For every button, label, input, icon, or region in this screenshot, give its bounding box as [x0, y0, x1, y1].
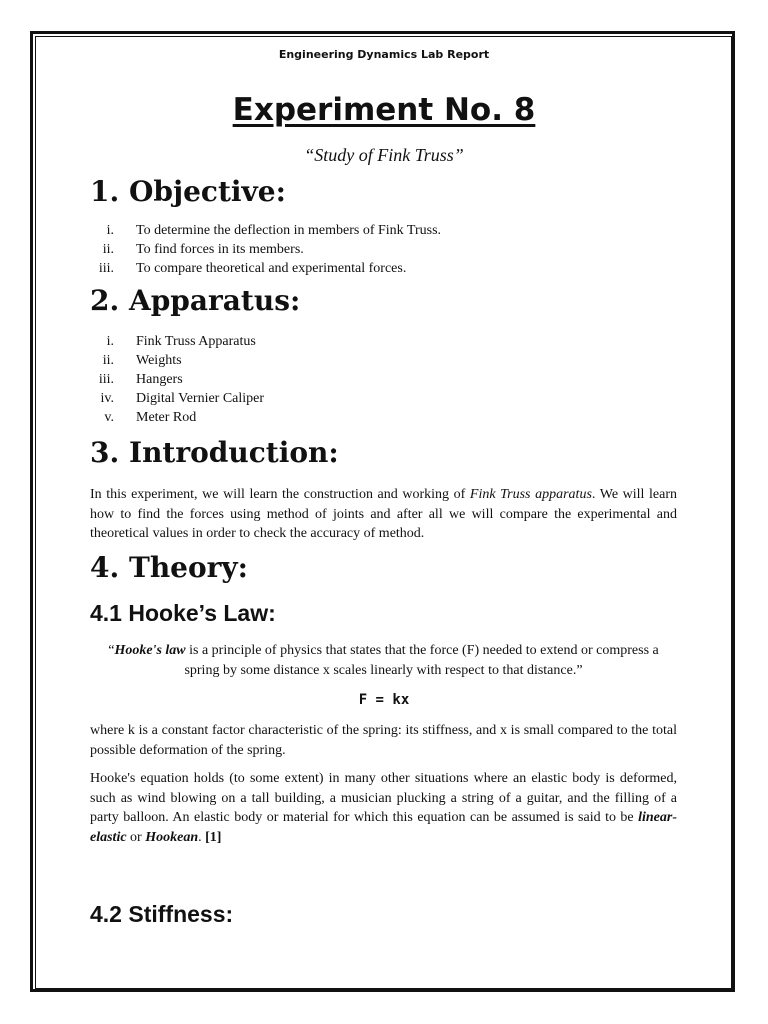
hookean-term: Hookean	[145, 829, 199, 845]
hooke-heading: 4.1 Hooke’s Law:	[90, 600, 276, 626]
list-item-number: i.	[106, 334, 114, 349]
hooke-para2-or: or	[126, 829, 146, 845]
reference-citation: [1]	[205, 829, 222, 845]
report-header: Engineering Dynamics Lab Report	[278, 48, 490, 61]
quote-open-mark: “	[108, 643, 115, 658]
hooke-paragraph-1: where k is a constant factor characteristic of the spring: its stiffness, and x is small compared to the total possible deformation of the spring.	[90, 723, 677, 758]
page-subtitle: “Study of Fink Truss”	[304, 145, 464, 165]
list-item-number: v.	[104, 410, 114, 425]
intro-text: In this experiment, we will learn the construction and working of	[90, 487, 470, 502]
page-title: Experiment No. 8	[232, 92, 536, 128]
list-item-text: Hangers	[136, 372, 183, 387]
hooke-quote-text: is a principle of physics that states that the force (F) needed to extend or compress a spring by some distance x scales linearly with respect to that distance.”	[184, 643, 659, 678]
list-item-number: iii.	[98, 372, 114, 387]
intro-text-rest: . We will learn how to find the forces using method of joints and after all we will compare the experimental and theoretical values in order to check the accuracy of method.	[90, 487, 677, 541]
list-item-text: To compare theoretical and experimental forces.	[136, 261, 407, 276]
stiffness-heading: 4.2 Stiffness:	[90, 901, 234, 927]
objective-heading: 1. Objective:	[90, 175, 286, 208]
introduction-heading: 3. Introduction:	[90, 436, 339, 469]
hooke-law-term: Hooke's law	[114, 643, 186, 658]
list-item-text: To determine the deflection in members of Fink Truss.	[136, 223, 442, 238]
list-item-number: i.	[106, 223, 114, 238]
list-item-text: Fink Truss Apparatus	[136, 334, 256, 349]
list-item-text: Meter Rod	[136, 410, 197, 425]
list-item-number: ii.	[102, 242, 114, 257]
list-item-number: iv.	[100, 391, 114, 406]
hooke-quote	[90, 641, 677, 681]
intro-italic-term: Fink Truss apparatus	[469, 487, 592, 502]
list-item-number: iii.	[98, 261, 114, 276]
linear-elastic-term: linear-elastic	[90, 810, 677, 845]
list-item-text: To find forces in its members.	[136, 242, 304, 257]
list-item-text: Digital Vernier Caliper	[136, 391, 265, 406]
apparatus-heading: 2. Apparatus:	[90, 284, 301, 317]
hooke-paragraph-2	[90, 769, 677, 847]
hooke-para2-dot: .	[198, 829, 206, 845]
hooke-para2-text: Hooke's equation holds (to some extent) in many other situations where an elastic body is deformed, such as wind blowing on a tall building, a musician plucking a string of a guitar, and the filling of a party balloon. An elastic body or material for which this equation can be assumed is said to be	[90, 771, 677, 825]
hooke-formula: F = kx	[358, 692, 410, 708]
introduction-paragraph	[90, 485, 677, 544]
list-item-number: ii.	[102, 353, 114, 368]
list-item-text: Weights	[136, 353, 182, 368]
theory-heading: 4. Theory:	[90, 551, 249, 584]
